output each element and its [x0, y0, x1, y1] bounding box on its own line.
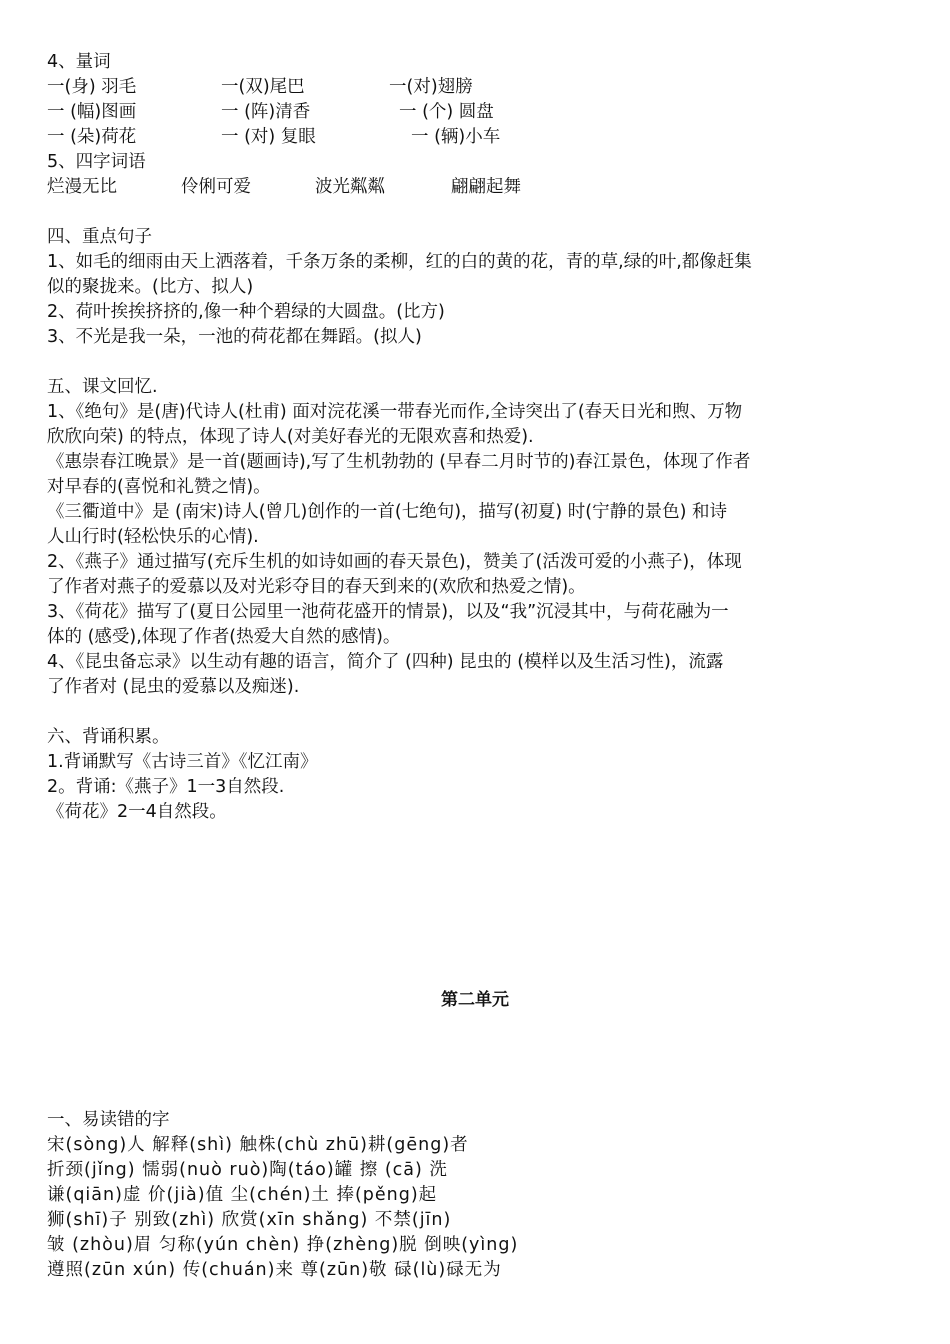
four-char-word: 翩翩起舞 — [451, 177, 521, 197]
four-char-word: 烂漫无比 — [47, 177, 117, 197]
unit-title: 第二单元 — [441, 990, 509, 1010]
section-heading-recitation: 六、背诵积累。 — [47, 727, 170, 747]
pinyin-line: 宋(sòng)人 解释(shì) 触株(chù zhū)耕(gēng)者 — [47, 1135, 469, 1155]
measure-word-item: 一 (阵)清香 — [221, 102, 311, 122]
text-line: 《三衢道中》是 (南宋)诗人(曾几)创作的一首(七绝句)，描写(初夏) 时(宁静的景色) 和诗 — [47, 502, 727, 522]
four-char-word: 波光粼粼 — [315, 177, 385, 197]
text-line: 1、《绝句》是(唐)代诗人(杜甫) 面对浣花溪一带春光而作,全诗突出了(春天日光和煦、万物 — [47, 402, 743, 422]
section-heading-key-sentences: 四、重点句子 — [47, 227, 152, 247]
pinyin-line: 折颈(jǐng) 懦弱(nuò ruò)陶(táo)罐 擦 (cā) 洗 — [47, 1160, 448, 1180]
pinyin-line: 皱 (zhòu)眉 匀称(yún chèn) 挣(zhèng)脱 倒映(yìng) — [47, 1235, 519, 1255]
text-line: 1.背诵默写《古诗三首》《忆江南》 — [47, 752, 318, 772]
text-line: 2、荷叶挨挨挤挤的,像一种个碧绿的大圆盘。(比方) — [47, 302, 445, 322]
text-line: 了作者对 (昆虫的爱慕以及痴迷). — [47, 677, 300, 697]
section-heading-four-char-words: 5、四字词语 — [47, 152, 146, 172]
text-line: 1、如毛的细雨由天上洒落着，千条万条的柔柳，红的白的黄的花，青的草,绿的叶,都像赶集 — [47, 252, 752, 272]
pinyin-line: 狮(shī)子 别致(zhì) 欣赏(xīn shǎng) 不禁(jīn) — [47, 1210, 452, 1230]
text-line: 2、《燕子》通过描写(充斥生机的如诗如画的春天景色)，赞美了(活泼可爱的小燕子)，体现 — [47, 552, 742, 572]
text-line: 4、《昆虫备忘录》以生动有趣的语言，简介了 (四种) 昆虫的 (模样以及生活习性)，流露 — [47, 652, 724, 672]
measure-word-item: 一(双)尾巴 — [221, 77, 305, 97]
measure-word-item: 一 (对) 复眼 — [221, 127, 316, 147]
measure-word-item: 一 (幅)图画 — [47, 102, 137, 122]
text-line: 对早春的(喜悦和礼赞之情)。 — [47, 477, 271, 497]
four-char-word: 伶俐可爱 — [181, 177, 251, 197]
section-heading-text-review: 五、课文回忆. — [47, 377, 158, 397]
section-heading-measure-words: 4、量词 — [47, 52, 111, 72]
measure-word-item: 一(身) 羽毛 — [47, 77, 137, 97]
measure-word-item: 一(对)翅膀 — [389, 77, 473, 97]
text-line: 欣欣向荣) 的特点，体现了诗人(对美好春光的无限欢喜和热爱). — [47, 427, 534, 447]
text-line: 似的聚拢来。(比方、拟人) — [47, 277, 254, 297]
text-line: 《惠崇春江晚景》是一首(题画诗),写了生机勃勃的 (早春二月时节的)春江景色，体现了作者 — [47, 452, 751, 472]
text-line: 3、《荷花》描写了(夏日公园里一池荷花盛开的情景)，以及“我”沉浸其中，与荷花融为一 — [47, 602, 729, 622]
measure-word-item: 一 (辆)小车 — [411, 127, 501, 147]
pinyin-line: 谦(qiān)虚 价(jià)值 尘(chén)土 捧(pěng)起 — [47, 1185, 438, 1205]
pinyin-line: 遵照(zūn xún) 传(chuán)来 尊(zūn)敬 碌(lù)碌无为 — [47, 1260, 502, 1280]
text-line: 了作者对燕子的爱慕以及对光彩夺目的春天到来的(欢欣和热爱之情)。 — [47, 577, 586, 597]
measure-word-item: 一 (个) 圆盘 — [399, 102, 494, 122]
text-line: 人山行时(轻松快乐的心情). — [47, 527, 259, 547]
text-line: 3、不光是我一朵，一池的荷花都在舞蹈。(拟人) — [47, 327, 422, 347]
measure-word-item: 一 (朵)荷花 — [47, 127, 137, 147]
section-heading-easy-misread: 一、易读错的字 — [47, 1110, 170, 1130]
text-line: 2。背诵:《燕子》1一3自然段. — [47, 777, 285, 797]
text-line: 体的 (感受),体现了作者(热爱大自然的感情)。 — [47, 627, 401, 647]
text-line: 《荷花》2一4自然段。 — [47, 802, 227, 822]
